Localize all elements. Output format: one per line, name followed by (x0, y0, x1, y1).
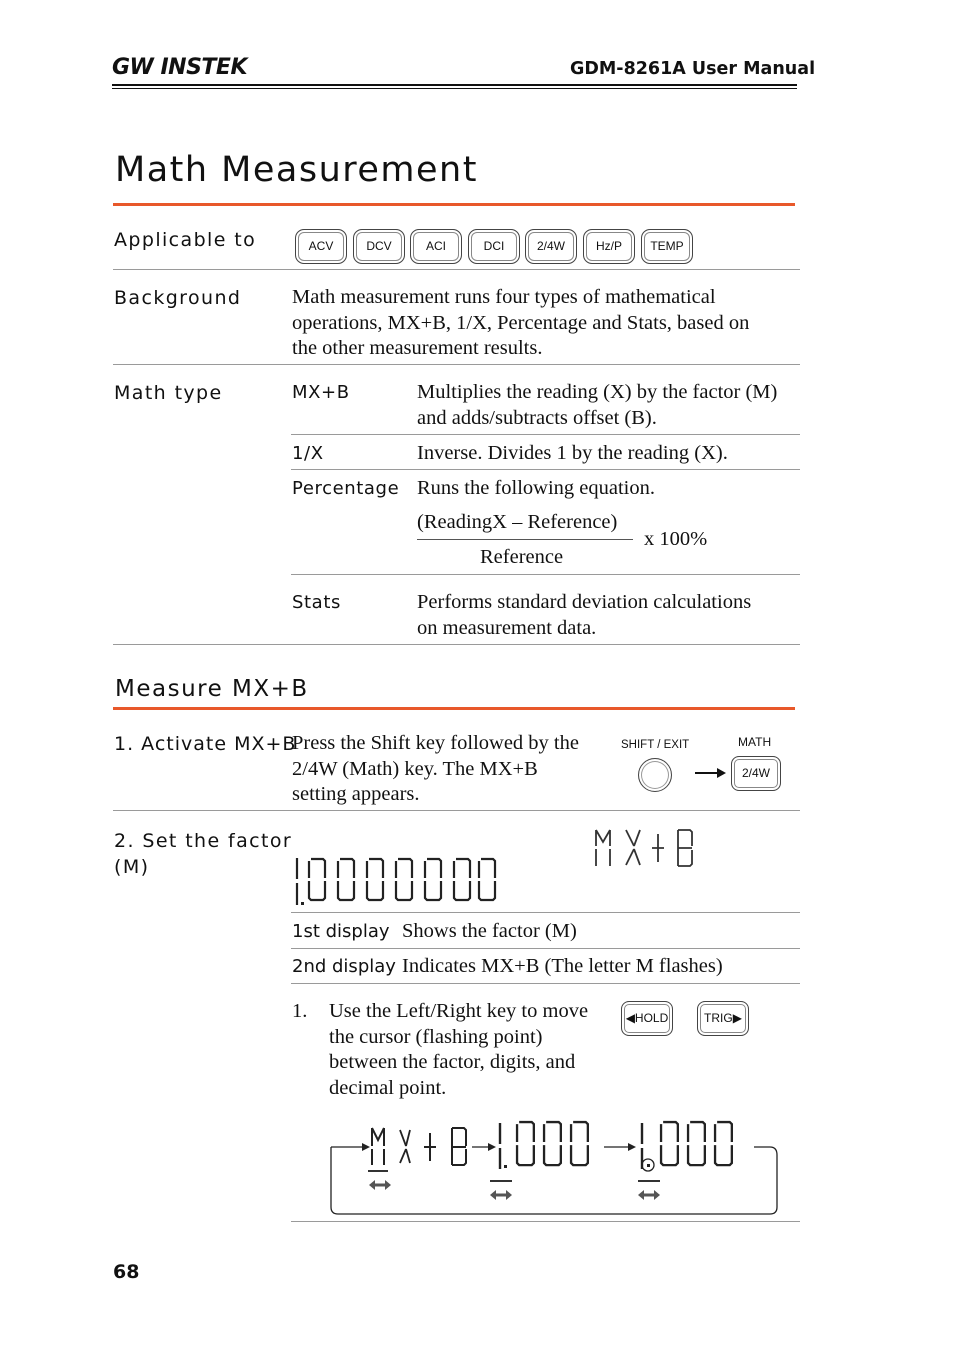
shift-key (638, 758, 672, 792)
left-right-arrow-icon (490, 1189, 512, 1201)
section-underline (113, 707, 795, 710)
title-underline (113, 203, 795, 206)
formula-numerator: (ReadingX – Reference) (417, 511, 618, 533)
key-hzp: Hz/P (583, 229, 635, 264)
background-label: Background (114, 287, 242, 309)
divider (291, 469, 800, 470)
row1-term: 1st display (292, 921, 390, 942)
hold-left-key: ◀HOLD (621, 1001, 673, 1036)
divider (291, 1221, 800, 1222)
key-dci: DCI (468, 229, 520, 264)
header-rule (112, 84, 797, 86)
divider (113, 269, 800, 270)
row1-desc: Shows the factor (M) (402, 920, 577, 942)
header-rule-thin (112, 88, 797, 89)
term-percentage: Percentage (292, 478, 400, 499)
substep-text: Use the Left/Right key to move the cursor (flashing point) between the factor, digits, and decimal point. (329, 1000, 589, 1099)
term-stats: Stats (292, 592, 341, 613)
trig-right-key: TRIG▶ (697, 1001, 749, 1036)
divider (291, 434, 800, 435)
divider (291, 912, 800, 913)
lcd-main-display (292, 855, 502, 916)
desc-inverse: Inverse. Divides 1 by the reading (X). (417, 442, 728, 464)
divider (113, 810, 800, 811)
cursor-flow-graphic (330, 1115, 780, 1217)
math-label: MATH (738, 735, 772, 749)
key-dcv: DCV (353, 229, 405, 264)
key-2-4w: 2/4W (525, 229, 577, 264)
left-right-arrow-icon (638, 1189, 660, 1201)
background-text: Math measurement runs four types of mathematical operations, MX+B, 1/X, Percentage and Stats, based on the other measurement results. (292, 286, 750, 359)
manual-title: GDM-8261A User Manual (570, 59, 816, 79)
fraction-bar (417, 539, 633, 540)
desc-percentage: Runs the following equation. (417, 477, 656, 499)
cursor-diagram (330, 1115, 780, 1222)
applicable-label: Applicable to (114, 229, 257, 251)
lcd-main-digits (292, 855, 502, 911)
math-type-label: Math type (114, 382, 223, 404)
lcd-second-display (594, 828, 704, 875)
desc-stats: Performs standard deviation calculations on measurement data. (417, 591, 752, 639)
divider (291, 574, 800, 575)
row2-desc: Indicates MX+B (The letter M flashes) (402, 955, 723, 977)
shift-exit-label: SHIFT / EXIT (621, 739, 690, 751)
divider (113, 644, 800, 645)
term-mxb: MX+B (292, 382, 350, 403)
lcd-mxb-glyphs (594, 828, 704, 870)
formula-multiplier: x 100% (644, 528, 708, 550)
key-aci: ACI (410, 229, 462, 264)
divider (291, 948, 800, 949)
divider (291, 983, 800, 984)
left-right-arrow-icon (369, 1179, 391, 1191)
substep-number: 1. (292, 1000, 308, 1022)
arrow-right-icon (695, 766, 727, 780)
formula-denominator: Reference (480, 546, 564, 568)
page-number: 68 (113, 1261, 140, 1283)
term-inverse: 1/X (292, 443, 324, 464)
math-key: 2/4W (731, 756, 781, 791)
brand-logo: GW INSTEK (112, 55, 248, 80)
desc-mxb: Multiplies the reading (X) by the factor (M) and adds/subtracts offset (B). (417, 381, 778, 429)
page-title: Math Measurement (115, 150, 478, 190)
step1-label: 1. Activate MX+B (114, 733, 297, 755)
step2-label: 2. Set the factor (M) (114, 830, 293, 878)
section-title: Measure MX+B (115, 676, 309, 702)
key-acv: ACV (295, 229, 347, 264)
step1-text: Press the Shift key followed by the 2/4W (Math) key. The MX+B setting appears. (292, 732, 579, 805)
key-temp: TEMP (641, 229, 693, 264)
divider (113, 364, 800, 365)
row2-term: 2nd display (292, 956, 396, 977)
